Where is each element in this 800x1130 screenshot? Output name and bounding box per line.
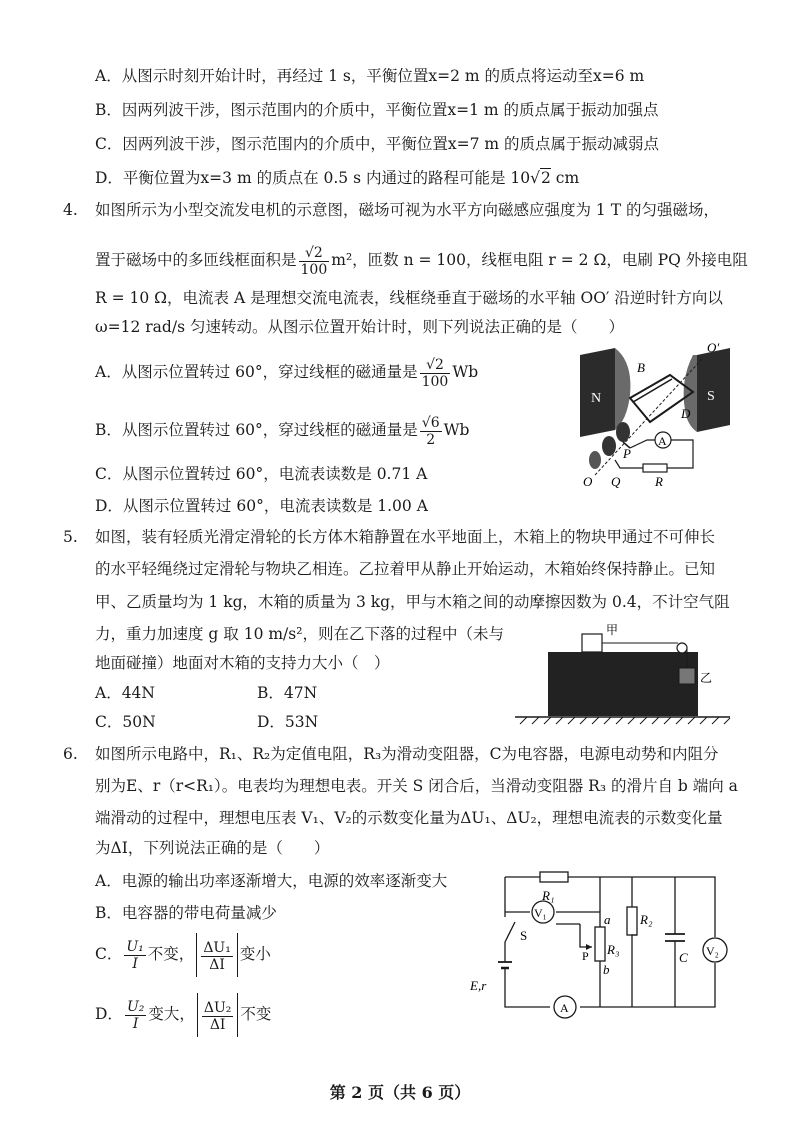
q4-option-a-text: A．从图示位置转过 60°，穿过线框的磁通量是 bbox=[95, 363, 418, 381]
frac-num: ΔU₁ bbox=[203, 939, 231, 956]
block-jia-label: 甲 bbox=[606, 623, 619, 637]
wire-r2-bottom bbox=[632, 935, 637, 1007]
wire-right bbox=[667, 440, 693, 468]
q6-option-d-abs-frac bbox=[202, 1000, 234, 1033]
q6-option-d-label: D． bbox=[95, 1005, 123, 1023]
page-footer: 第 2 页（共 6 页） bbox=[329, 1083, 471, 1102]
q4-number: 4. bbox=[63, 201, 78, 219]
q4-option-b-fraction bbox=[420, 415, 442, 448]
q3-option-d bbox=[95, 168, 579, 188]
q3-option-d-text: D．平衡位置为x=3 m 的质点在 0.5 s 内通过的路程可能是 10 bbox=[95, 169, 531, 187]
q6-circuit-figure bbox=[470, 862, 730, 1032]
frac-num: √6 bbox=[421, 414, 440, 431]
q5-option-a: A．44N bbox=[95, 684, 155, 702]
frac-den: 100 bbox=[300, 261, 328, 278]
q6-option-c-abs bbox=[196, 933, 238, 977]
q3-option-d-unit: cm bbox=[550, 169, 580, 187]
frac-num: U₁ bbox=[126, 938, 144, 955]
voltmeter-v1-label: V₁ bbox=[534, 906, 547, 920]
source-label: E,r bbox=[470, 978, 487, 993]
slip-ring-2 bbox=[602, 436, 616, 456]
block-jia bbox=[582, 634, 602, 652]
slip-ring-1 bbox=[616, 422, 630, 442]
frac-den: ΔI bbox=[209, 1016, 226, 1033]
q5-option-c: C．50N bbox=[95, 713, 156, 731]
q6-option-d-mid: 变大， bbox=[148, 1005, 195, 1023]
slider-wire bbox=[580, 924, 592, 947]
coil-d-label: D bbox=[681, 406, 691, 421]
q4-option-c: C．从图示位置转过 60°，电流表读数是 0.71 A bbox=[95, 465, 428, 483]
s-pole-label: S bbox=[707, 389, 715, 404]
q4-option-a-fraction bbox=[420, 357, 451, 390]
q5-stem-line1: 如图，装有轻质光滑定滑轮的长方体木箱静置在水平地面上，木箱上的物块甲通过不可伸长 bbox=[95, 528, 716, 546]
q4-option-a bbox=[95, 354, 478, 390]
wooden-box bbox=[548, 652, 698, 716]
q4-stem-line3: R = 10 Ω，电流表 A 是理想交流电流表，线框绕垂直于磁场的水平轴 OO′ 沿逆时针方向以 bbox=[95, 289, 723, 307]
slip-ring-3 bbox=[589, 451, 601, 469]
q4-generator-figure bbox=[575, 340, 735, 495]
q5-stem-line2: 的水平轻绳绕过定滑轮与物块乙相连。乙拉着甲从静止开始运动，木箱始终保持静止。已知 bbox=[95, 560, 716, 578]
brush-q-label: Q bbox=[611, 474, 621, 489]
frac-den: 2 bbox=[426, 431, 436, 448]
resistor-r-icon bbox=[643, 464, 667, 472]
wire-bottom-left bbox=[505, 987, 550, 1007]
q4-option-b-unit: Wb bbox=[443, 421, 470, 439]
wire-top-right bbox=[568, 877, 715, 937]
q6-option-c-ratio bbox=[124, 939, 145, 972]
brush-p-label: P bbox=[623, 446, 631, 461]
frac-den: ΔI bbox=[209, 956, 225, 973]
q3-option-b: B．因两列波干涉，图示范围内的介质中，平衡位置x=1 m 的质点属于振动加强点 bbox=[95, 101, 659, 119]
frac-num: √2 bbox=[420, 357, 451, 374]
q4-stem-line1: 如图所示为小型交流发电机的示意图，磁场可视为水平方向磁感应强度为 1 T 的匀强磁场， bbox=[95, 201, 719, 219]
ammeter-label: A bbox=[560, 1001, 569, 1015]
wire-q bbox=[615, 460, 643, 468]
ammeter-label: A bbox=[658, 434, 667, 448]
terminal-a-label: a bbox=[604, 912, 611, 927]
q4-option-a-unit: Wb bbox=[452, 363, 479, 381]
switch-label: S bbox=[520, 928, 528, 943]
frac-den: 100 bbox=[421, 373, 449, 390]
q6-option-b: B．电容器的带电荷量减少 bbox=[95, 904, 277, 922]
q6-option-c-mid: 不变， bbox=[147, 945, 195, 963]
frac-num: √2 bbox=[299, 245, 330, 262]
q3-option-a: A．从图示时刻开始计时，再经过 1 s，平衡位置x=2 m 的质点将运动至x=6 m bbox=[95, 67, 645, 85]
q6-option-c-abs-frac bbox=[201, 940, 233, 973]
q5-box-figure bbox=[510, 622, 735, 732]
r1-label: R₁ bbox=[542, 888, 555, 903]
q6-option-d-post: 不变 bbox=[240, 1005, 272, 1023]
q6-stem-line2: 别为E、r（r<R₁）。电表均为理想电表。开关 S 闭合后，当滑动变阻器 R₃ 的滑片自 b 端向 a bbox=[95, 777, 738, 795]
block-yi bbox=[679, 668, 695, 684]
q6-option-c-post: 变小 bbox=[239, 945, 271, 963]
n-pole-label: N bbox=[591, 391, 602, 406]
q5-option-d: D．53N bbox=[257, 713, 319, 731]
switch-s-icon bbox=[505, 922, 515, 942]
q6-option-c bbox=[95, 932, 271, 977]
q6-option-a: A．电源的输出功率逐渐增大，电源的效率逐渐变大 bbox=[95, 872, 448, 890]
frac-den: I bbox=[132, 1015, 139, 1032]
wire-p bbox=[630, 440, 655, 448]
ground-hatching bbox=[520, 717, 730, 724]
frac-den: I bbox=[132, 955, 138, 972]
q3-option-c: C．因两列波干涉，图示范围内的介质中，平衡位置x=7 m 的质点属于振动减弱点 bbox=[95, 135, 660, 153]
q6-number: 6. bbox=[63, 745, 78, 763]
r2-label: R₂ bbox=[640, 912, 653, 927]
r3-label: R₃ bbox=[607, 942, 620, 957]
voltmeter-v2-label: V₂ bbox=[706, 944, 719, 958]
n-pole-face bbox=[615, 348, 630, 430]
q4-stem-line2-pre: 置于磁场中的多匝线框面积是 bbox=[95, 251, 297, 269]
q4-area-fraction bbox=[299, 245, 330, 278]
axis-o-label: O bbox=[583, 474, 593, 489]
coil-b-label: B bbox=[637, 360, 645, 375]
q4-stem-line4: ω=12 rad/s 匀速转动。从图示位置开始计时，则下列说法正确的是（ ） bbox=[95, 318, 624, 336]
q5-stem-line5: 地面碰撞）地面对木箱的支持力大小（ ） bbox=[95, 654, 390, 672]
axis-o-prime-label: O′ bbox=[707, 340, 720, 355]
slider-p-label: P bbox=[582, 949, 589, 963]
q6-option-c-label: C． bbox=[95, 945, 123, 963]
resistor-r1-icon bbox=[540, 872, 568, 882]
q5-number: 5. bbox=[63, 528, 78, 546]
q6-option-d-ratio bbox=[125, 999, 146, 1032]
resistor-r3-icon bbox=[595, 927, 605, 961]
sqrt-sign: √ bbox=[530, 169, 540, 187]
block-yi-label: 乙 bbox=[700, 671, 713, 685]
q6-option-d-abs bbox=[197, 993, 239, 1037]
coil-winding bbox=[633, 379, 672, 402]
resistor-r2-icon bbox=[627, 907, 637, 935]
q6-stem-line4: 为ΔI，下列说法正确的是（ ） bbox=[95, 839, 330, 857]
frac-num: ΔU₂ bbox=[203, 999, 232, 1016]
sqrt-radicand: 2 bbox=[541, 169, 551, 187]
resistor-r-label: R bbox=[655, 474, 663, 489]
q5-stem-line4: 力，重力加速度 g 取 10 m/s²，则在乙下落的过程中（未与 bbox=[95, 625, 504, 643]
wire-v1-right bbox=[556, 912, 600, 927]
q4-stem-line2-post: m²，匝数 n = 100，线框电阻 r = 2 Ω，电刷 PQ 外接电阻 bbox=[331, 251, 748, 269]
q4-stem-line2 bbox=[95, 242, 748, 278]
q4-option-b-text: B．从图示位置转过 60°，穿过线框的磁通量是 bbox=[95, 421, 418, 439]
pulley-icon bbox=[677, 643, 687, 653]
capacitor-label: C bbox=[679, 950, 688, 965]
q6-option-d bbox=[95, 992, 271, 1037]
terminal-b-label: b bbox=[603, 962, 610, 977]
q6-stem-line3: 端滑动的过程中，理想电压表 V₁、V₂的示数变化量为ΔU₁、ΔU₂，理想电流表的示数变化量 bbox=[95, 809, 723, 827]
frac-num: U₂ bbox=[126, 998, 145, 1015]
q6-stem-line1: 如图所示电路中，R₁、R₂为定值电阻，R₃为滑动变阻器，C为电容器，电源电动势和内阻分 bbox=[95, 745, 719, 763]
q4-option-d: D．从图示位置转过 60°，电流表读数是 1.00 A bbox=[95, 497, 428, 515]
q5-option-b: B．47N bbox=[257, 684, 318, 702]
q5-stem-line3: 甲、乙质量均为 1 kg，木箱的质量为 3 kg，甲与木箱之间的动摩擦因数为 0.4，不计空气阻 bbox=[95, 593, 730, 611]
q4-option-b bbox=[95, 412, 469, 448]
